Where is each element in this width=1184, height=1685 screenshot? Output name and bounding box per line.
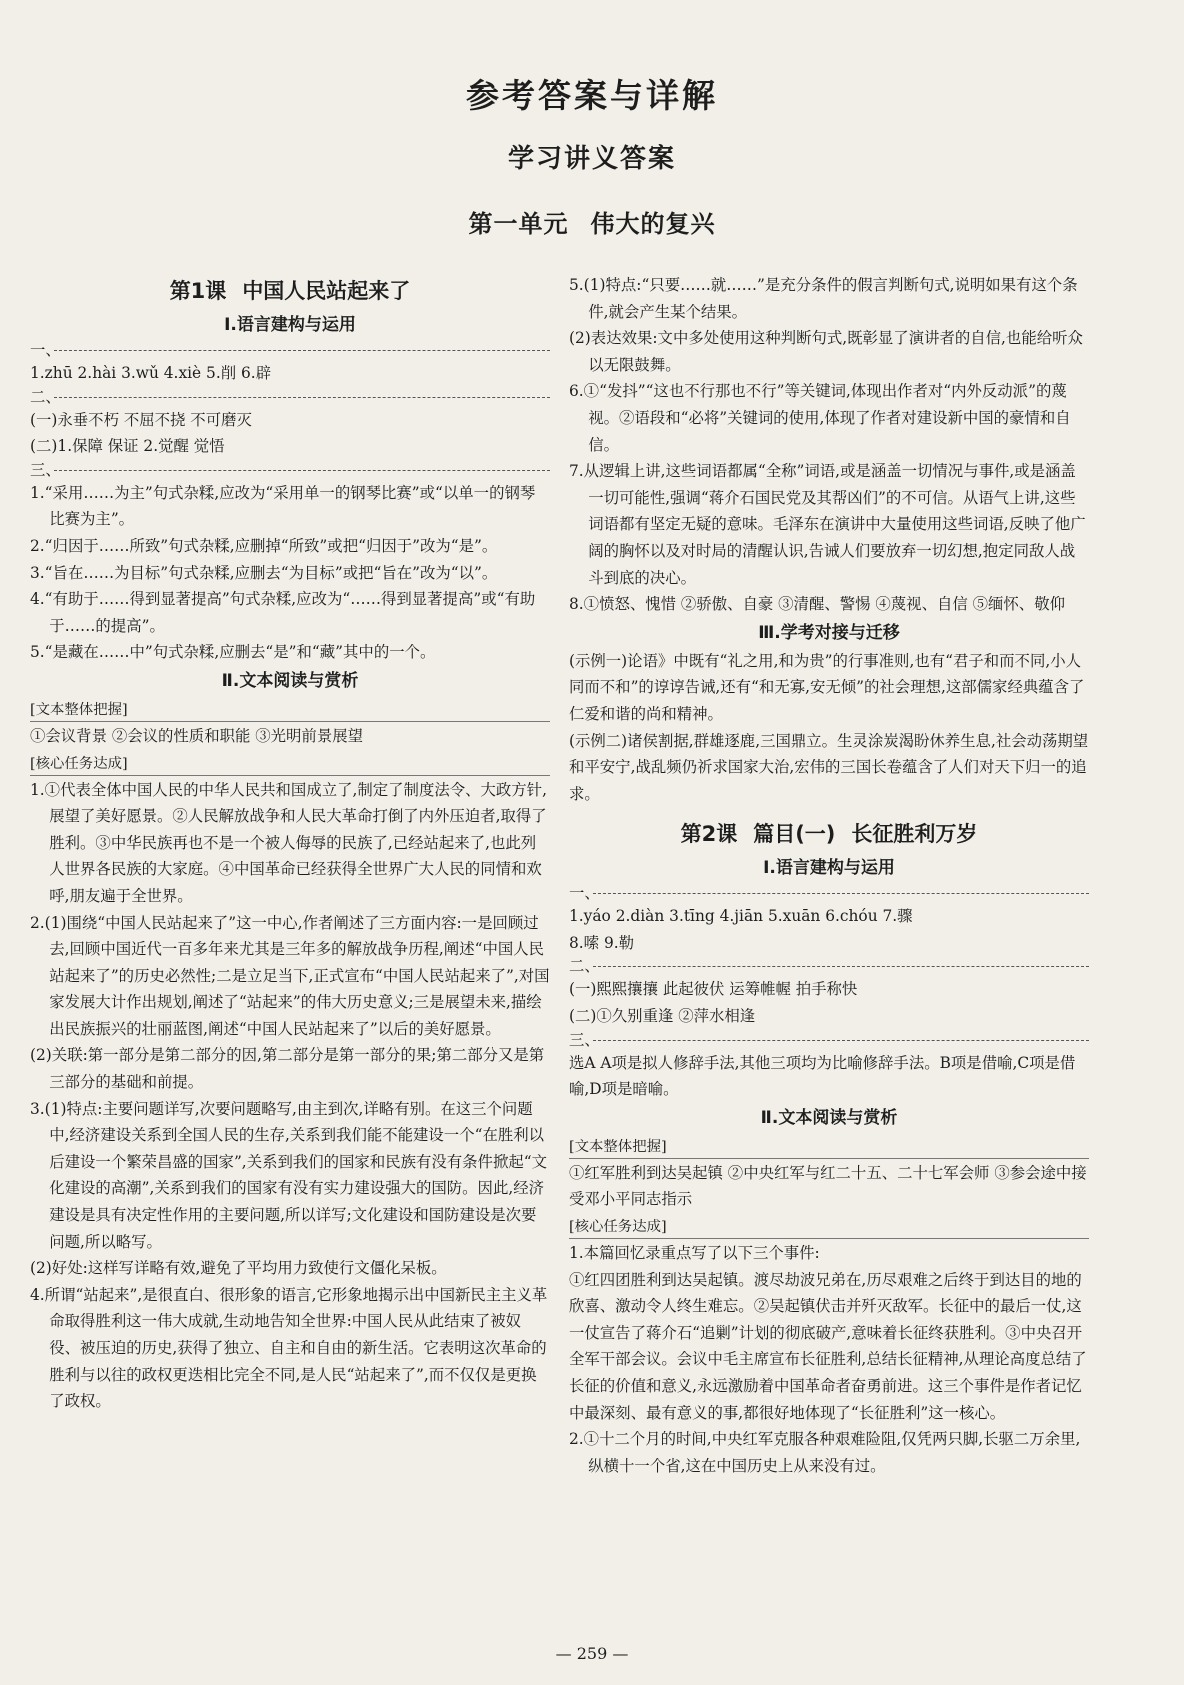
answer-line: (二)①久别重逢 ②萍水相逢: [569, 1007, 756, 1026]
section-title: Ⅰ.语言建构与运用: [224, 315, 356, 335]
sub-heading: 二、: [569, 956, 1089, 976]
answer-line: (二)1.保障 保证 2.觉醒 觉悟: [30, 437, 225, 456]
lesson-2-title: [569, 815, 1089, 853]
tag-label: [ 核心任务达成 ]: [30, 753, 128, 775]
tag-row: [569, 1133, 1089, 1160]
lesson-2-name: 篇目(一): [753, 822, 836, 847]
answer-line: (一)熙熙攘攘 此起彼伏 运筹帷幄 拍手称快: [569, 980, 858, 999]
answer-line: 2.①十二个月的时间,中央红军克服各种艰难险阻,仅凭两只脚,长驱二万余里,纵横十一个省,这在中国历史上从来没有过。: [569, 1430, 1081, 1475]
answer-line: ①红军胜利到达吴起镇 ②中央红军与红二十五、二十七军会师 ③参会途中接受邓小平同志指示: [569, 1163, 1087, 1209]
answer-line: 2.“归因于……所致”句式杂糅,应删掉“所致”或把“归因于”改为“是”。: [30, 536, 498, 555]
lesson-1-title: [30, 272, 550, 310]
answer-line: 8.嗦 9.勒: [569, 933, 635, 952]
section-title: Ⅱ.文本阅读与赏析: [221, 670, 359, 691]
tag-label: [ 核心任务达成 ]: [569, 1216, 667, 1238]
answer-line: 1.①代表全体中国人民的中华人民共和国成立了,制定了制度法令、大政方针,展望了美好愿景。②人民解放战争和人民大革命打倒了内外压迫者,取得了胜利。③中华民族再也不是一个被人侮辱的民族了,已经站起来了,也此列人世界各民族的大家庭。④中国革命已经获得全世界广大人民的同情和欢呼,朋友遍于全世界。: [30, 780, 547, 905]
unit-title: [0, 204, 1184, 239]
sub-heading: 三、: [569, 1030, 1089, 1050]
answer-line: 4.所谓“站起来”,是很直白、很形象的语言,它形象地揭示出中国新民主主义革命取得胜利这一伟大成就,生动地告知全世界:中国人民从此结束了被奴役、被压迫的历史,获得了独立、自主和自由的新生活。它表明这次革命的胜利与以往的政权更迭相比完全不同,是人民“站起来了”,而不仅仅是更换了政权。: [30, 1285, 548, 1411]
lesson-2-number: 第2课: [680, 822, 738, 847]
answer-line: 1.“采用……为主”句式杂糅,应改为“采用单一的钢琴比赛”或“以单一的钢琴比赛为主”。: [30, 483, 536, 529]
page-number: — 259 —: [555, 1644, 629, 1663]
answer-line: (2)表达效果:文中多处使用这种判断句式,既彰显了演讲者的自信,也能给听众以无限鼓舞。: [569, 329, 1083, 374]
answer-line: 6.①“发抖”“这也不行那也不行”等关键词,体现出作者对“内外反动派”的蔑视。②语段和“必将”关键词的使用,体现了作者对建设新中国的豪情和自信。: [569, 382, 1071, 454]
tag-row: [569, 1213, 1089, 1240]
left-column: [30, 272, 550, 1415]
main-title: 参考答案与详解: [466, 76, 718, 115]
answer-line: 3.(1)特点:主要问题详写,次要问题略写,由主到次,详略有别。在这三个问题中,经济建设关系到全国人民的生存,关系到我们能不能建设一个“在胜利以后建设一个繁荣昌盛的国家”,关系到我们的国家和民族有没有条件掀起“文化建设的高潮”,关系到我们的国家有没有实力建设强大的国防。因此,经济建设是具有决定性作用的主要问题,所以详写;文化建设和国防建设是次要问题,所以略写。: [30, 1099, 547, 1251]
tag-row: [30, 750, 550, 777]
sub-heading: 二、: [30, 387, 550, 407]
answer-line: (一)永垂不朽 不屈不挠 不可磨灭: [30, 410, 252, 429]
section-title: Ⅱ.文本阅读与赏析: [760, 1107, 898, 1128]
sub-heading: 三、: [30, 460, 550, 480]
sub-heading: 一、: [569, 883, 1089, 903]
right-column: [569, 272, 1089, 1479]
answer-line: ①会议背景 ②会议的性质和职能 ③光明前景展望: [30, 726, 363, 745]
answer-line: 1.zhū 2.hài 3.wǔ 4.xiè 5.削 6.辟: [30, 364, 272, 382]
tag-label: [ 文本整体把握 ]: [30, 699, 128, 721]
lesson-1-number: 第1课: [169, 279, 227, 303]
answer-line: 3.“旨在……为目标”句式杂糅,应删去“为目标”或把“旨在”改为“以”。: [30, 563, 498, 582]
answer-line: 1.yáo 2.diàn 3.tīng 4.jiān 5.xuān 6.chóu 7.骤: [569, 907, 913, 926]
tag-label: [ 文本整体把握 ]: [569, 1136, 667, 1158]
answer-line: 5.“是藏在……中”句式杂糅,应删去“是”和“藏”其中的一个。: [30, 643, 436, 662]
answer-line: 4.“有助于……得到显著提高”句式杂糅,应改为“……得到显著提高”或“有助于……的提高”。: [30, 590, 536, 635]
sub-heading: 一、: [30, 340, 550, 360]
lesson-1-name: 中国人民站起来了: [242, 279, 411, 303]
answer-line: 2.(1)围绕“中国人民站起来了”这一中心,作者阐述了三方面内容:一是回顾过去,回顾中国近代一百多年来尤其是三年多的解放战争历程,阐述“中国人民站起来了”的历史必然性;二是立足当下,正式宣布“中国人民站起来了”,对国家发展大计作出规划,阐述了“站起来”的伟大历史意义;三是展望未来,描绘出民族振兴的壮丽蓝图,阐述“中国人民站起来了”以后的美好愿景。: [30, 913, 550, 1038]
section-title: Ⅲ.学考对接与迁移: [758, 622, 900, 643]
sub-title: 学习讲义答案: [507, 144, 676, 174]
answer-line: (2)关联:第一部分是第二部分的因,第二部分是第一部分的果;第二部分又是第三部分的基础和前提。: [30, 1046, 545, 1092]
tag-row: [30, 696, 550, 723]
section-title: Ⅰ.语言建构与运用: [763, 858, 895, 879]
answer-line: 7.从逻辑上讲,这些词语都属“全称”词语,或是涵盖一切情况与事件,或是涵盖一切可能性,强调“蒋介石国民党及其帮凶们”的不可信。从语气上讲,这些词语都有坚定无疑的意味。毛泽东在演讲中大量使用这些词语,反映了他广阔的胸怀以及对时局的清醒认识,告诫人们要放弃一切幻想,抱定同敌人战斗到底的决心。: [569, 462, 1086, 587]
lesson-2-subtitle: 长征胜利万岁: [851, 822, 978, 847]
answer-line: ①红四团胜利到达吴起镇。渡尽劫波兄弟在,历尽艰难之后终于到达目的地的欣喜、激动令人终生难忘。②吴起镇伏击并歼灭敌军。长征中的最后一仗,这一仗宣告了蒋介石“追剿”计划的彻底破产,意味着长征终获胜利。③中央召开全军干部会议。会议中毛主席宣布长征胜利,总结长征精神,从理论高度总结了长征的价值和意义,永远激励着中国革命者奋勇前进。这三个事件是作者记忆中最深刻、最有意义的事,都很好地体现了“长征胜利”这一核心。: [569, 1270, 1087, 1422]
unit-name: 伟大的复兴: [590, 210, 716, 238]
answer-line: 选A A项是拟人修辞手法,其他三项均为比喻修辞手法。B项是借喻,C项是借喻,D项是暗喻。: [569, 1053, 1076, 1099]
answer-line: (示例二)诸侯割据,群雄逐鹿,三国鼎立。生灵涂炭渴盼休养生息,社会动荡期望和平安宁,战乱频仍祈求国家大治,宏伟的三国长卷蕴含了人们对天下归一的追求。: [569, 731, 1089, 803]
unit-label: 第一单元: [468, 210, 569, 238]
answer-line: 5.(1)特点:“只要……就……”是充分条件的假言判断句式,说明如果有这个条件,就会产生某个结果。: [569, 276, 1078, 321]
answer-line: (示例一)论语》中既有“礼之用,和为贵”的行事准则,也有“君子和而不同,小人同而不和”的谆谆告诫,还有“和无寡,安无倾”的社会理想,这部儒家经典蕴含了仁爱和谐的尚和精神。: [569, 651, 1085, 723]
answer-line: 1.本篇回忆录重点写了以下三个事件:: [569, 1244, 820, 1263]
answer-line: (2)好处:这样写详略有效,避免了平均用力致使行文僵化呆板。: [30, 1259, 447, 1278]
answer-line: 8.①愤怒、愧惜 ②骄傲、自豪 ③清醒、警惕 ④蔑视、自信 ⑤缅怀、敬仰: [569, 595, 1065, 614]
